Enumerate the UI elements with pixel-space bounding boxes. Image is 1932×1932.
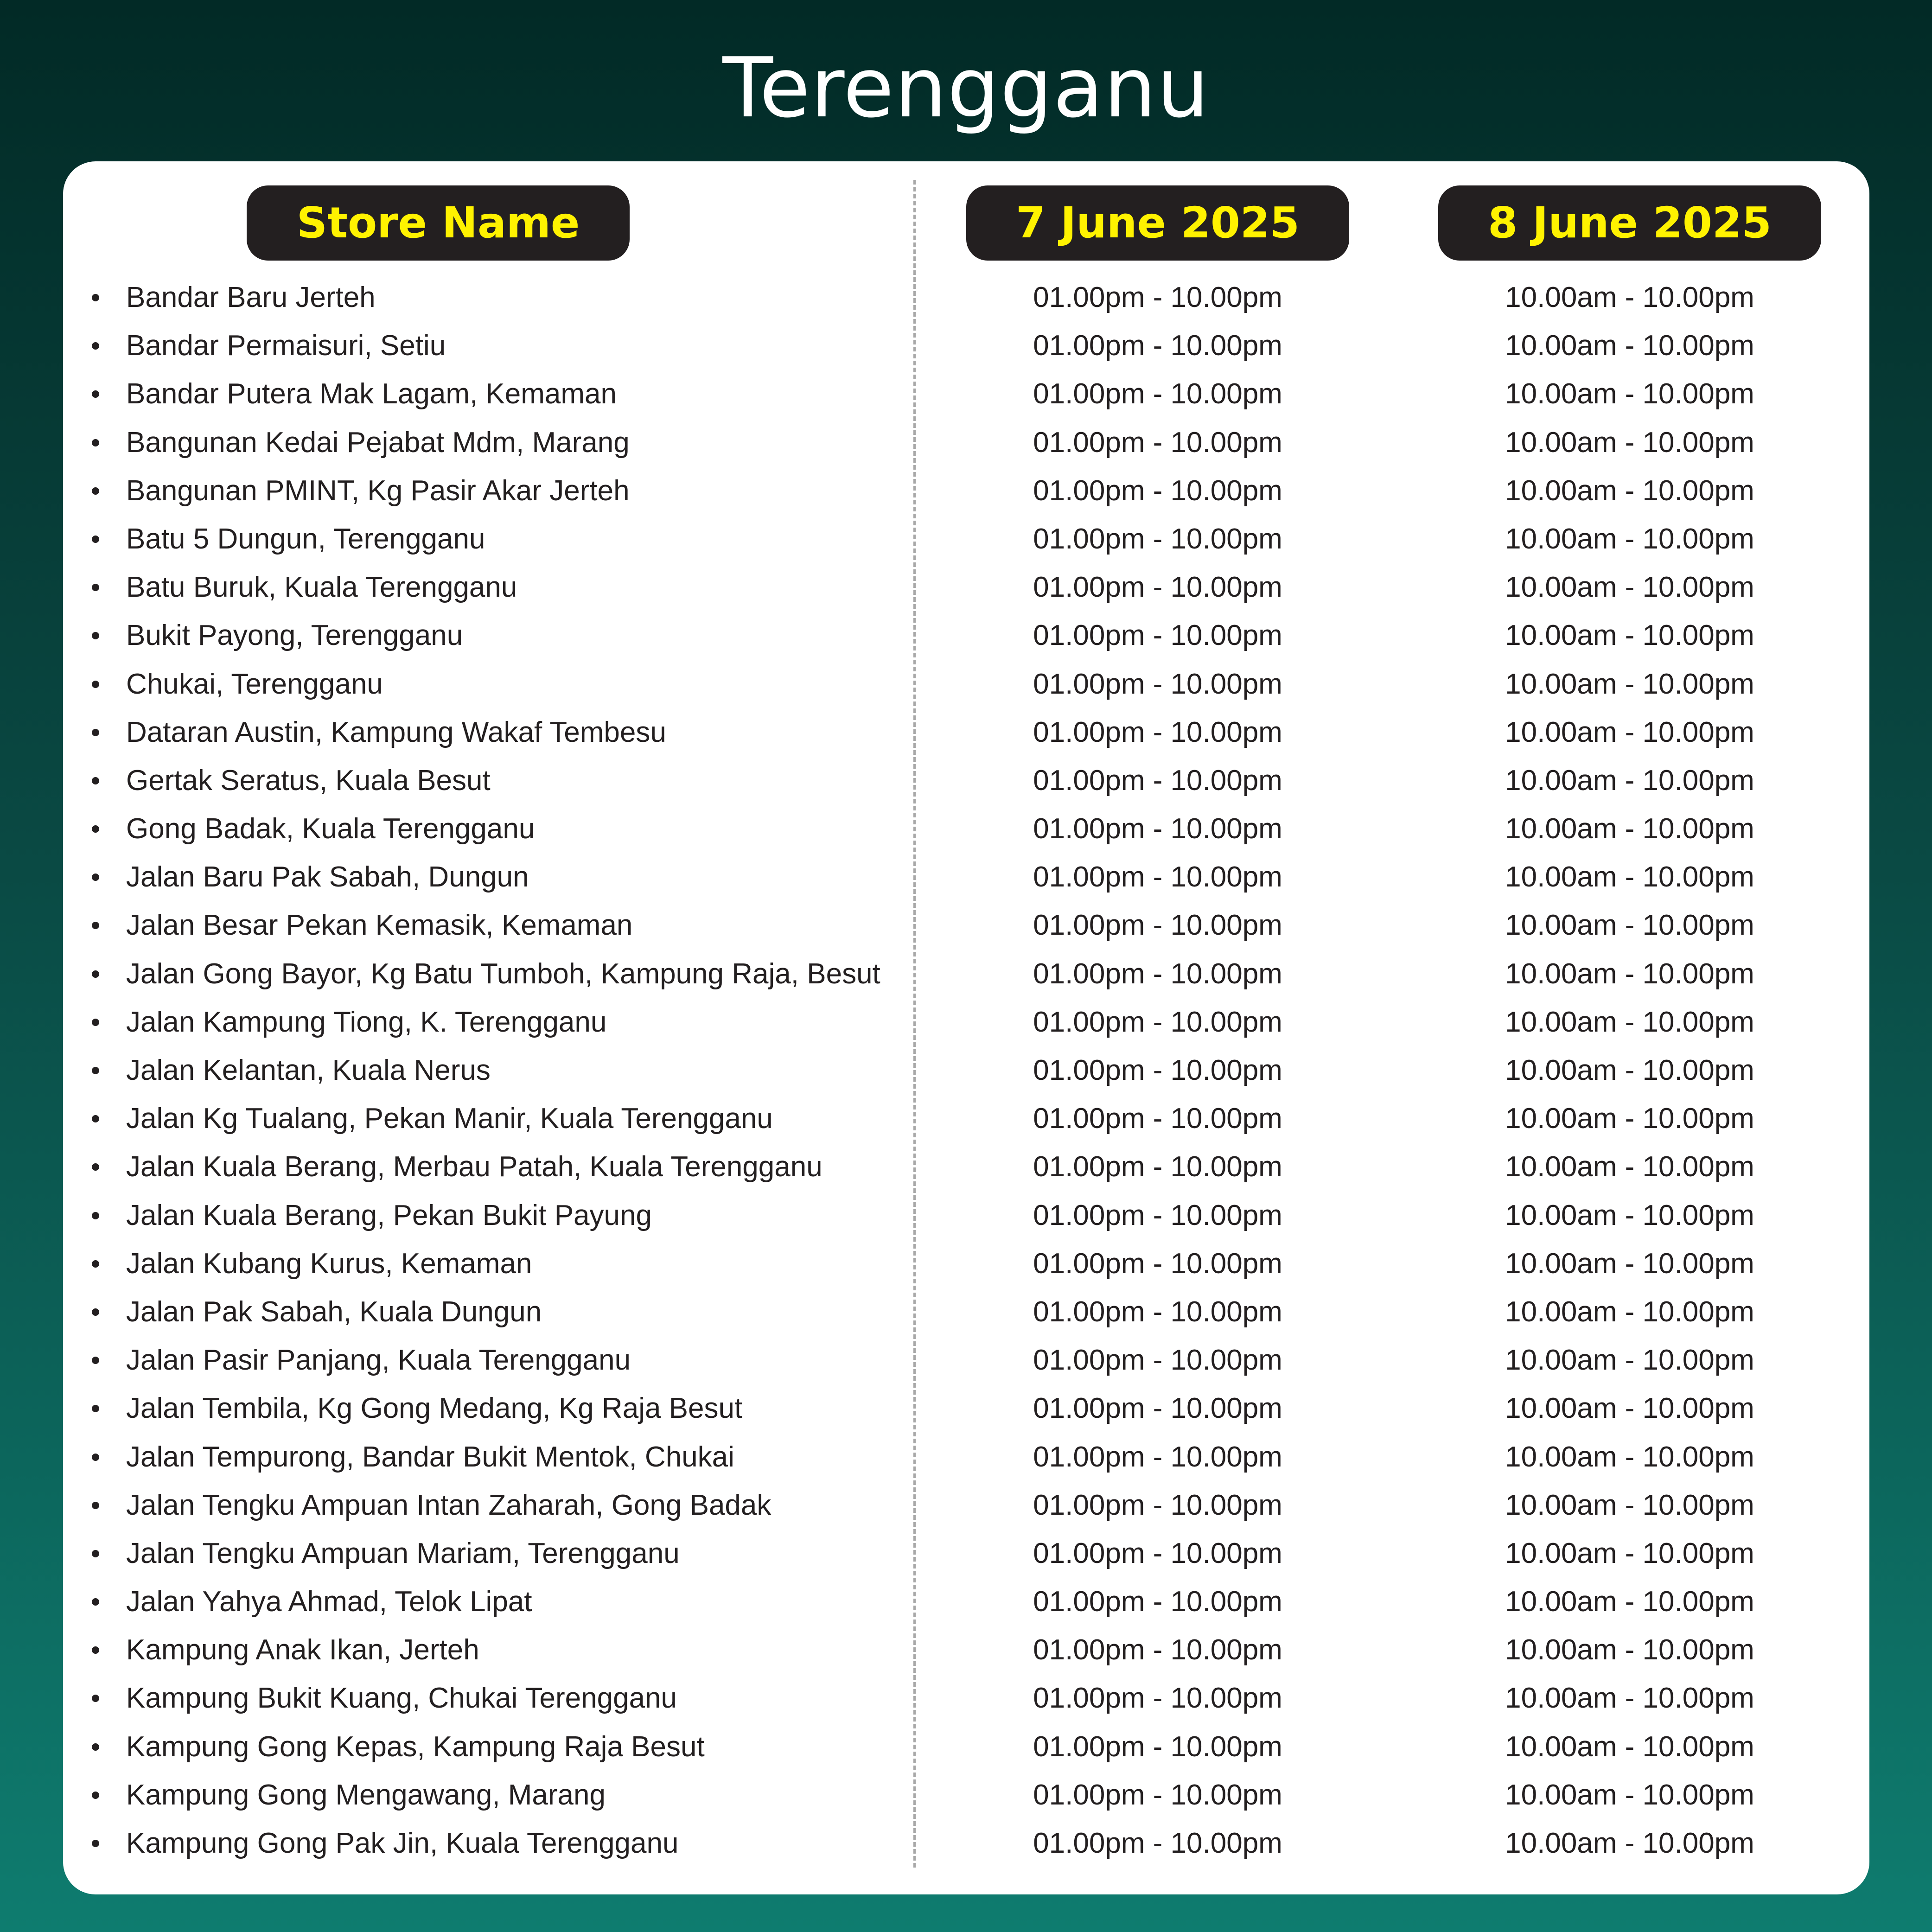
hours-day2: 10.00am - 10.00pm bbox=[1505, 1392, 1754, 1425]
table-row bbox=[63, 1095, 1869, 1143]
hours-day2: 10.00am - 10.00pm bbox=[1505, 571, 1754, 604]
bullet-icon bbox=[92, 584, 99, 591]
table-row bbox=[63, 805, 1869, 853]
hours-day1: 01.00pm - 10.00pm bbox=[1033, 764, 1282, 797]
hours-day2: 10.00am - 10.00pm bbox=[1505, 1199, 1754, 1231]
hours-day1: 01.00pm - 10.00pm bbox=[1033, 571, 1282, 604]
table-row bbox=[63, 1481, 1869, 1530]
hours-day2: 10.00am - 10.00pm bbox=[1505, 1295, 1754, 1328]
hours-day2: 10.00am - 10.00pm bbox=[1505, 1537, 1754, 1569]
table-row bbox=[63, 1046, 1869, 1095]
hours-day1: 01.00pm - 10.00pm bbox=[1033, 716, 1282, 748]
hours-day2: 10.00am - 10.00pm bbox=[1505, 861, 1754, 893]
bullet-icon bbox=[92, 342, 99, 350]
table-row bbox=[63, 950, 1869, 998]
bullet-icon bbox=[92, 922, 99, 929]
table-row bbox=[63, 757, 1869, 805]
table-row bbox=[63, 1819, 1869, 1868]
schedule-card bbox=[63, 161, 1869, 1894]
store-name: Jalan Tembila, Kg Gong Medang, Kg Raja Besut bbox=[126, 1392, 743, 1425]
hours-day2: 10.00am - 10.00pm bbox=[1505, 1441, 1754, 1473]
store-name: Bukit Payong, Terengganu bbox=[126, 619, 463, 652]
table-row bbox=[63, 708, 1869, 757]
store-name: Jalan Tengku Ampuan Mariam, Terengganu bbox=[126, 1537, 680, 1569]
store-name: Bangunan Kedai Pejabat Mdm, Marang bbox=[126, 426, 630, 459]
hours-day2: 10.00am - 10.00pm bbox=[1505, 378, 1754, 410]
table-row bbox=[63, 370, 1869, 418]
table-row bbox=[63, 1288, 1869, 1336]
bullet-icon bbox=[92, 439, 99, 446]
store-name: Jalan Pasir Panjang, Kuala Terengganu bbox=[126, 1344, 631, 1377]
table-row bbox=[63, 1240, 1869, 1288]
table-row bbox=[63, 901, 1869, 950]
hours-day1: 01.00pm - 10.00pm bbox=[1033, 1006, 1282, 1038]
hours-day1: 01.00pm - 10.00pm bbox=[1033, 668, 1282, 700]
table-row bbox=[63, 1626, 1869, 1674]
store-name: Bandar Putera Mak Lagam, Kemaman bbox=[126, 378, 617, 410]
store-name: Jalan Gong Bayor, Kg Batu Tumboh, Kampung Raja, Besut bbox=[126, 957, 880, 990]
hours-day1: 01.00pm - 10.00pm bbox=[1033, 1392, 1282, 1425]
bullet-icon bbox=[92, 390, 99, 398]
hours-day1: 01.00pm - 10.00pm bbox=[1033, 426, 1282, 459]
table-row bbox=[63, 1723, 1869, 1771]
store-name: Kampung Gong Kepas, Kampung Raja Besut bbox=[126, 1730, 705, 1763]
store-name: Gong Badak, Kuala Terengganu bbox=[126, 813, 535, 845]
table-row bbox=[63, 1530, 1869, 1578]
bullet-icon bbox=[92, 729, 99, 736]
bullet-icon bbox=[92, 874, 99, 881]
bullet-icon bbox=[92, 1019, 99, 1026]
store-name: Gertak Seratus, Kuala Besut bbox=[126, 764, 491, 797]
store-name: Chukai, Terengganu bbox=[126, 668, 383, 700]
hours-day2: 10.00am - 10.00pm bbox=[1505, 1827, 1754, 1859]
bullet-icon bbox=[92, 777, 99, 784]
store-name: Kampung Anak Ikan, Jerteh bbox=[126, 1634, 479, 1666]
store-name: Jalan Pak Sabah, Kuala Dungun bbox=[126, 1295, 542, 1328]
hours-day2: 10.00am - 10.00pm bbox=[1505, 619, 1754, 652]
hours-day2: 10.00am - 10.00pm bbox=[1505, 1006, 1754, 1038]
store-name: Kampung Gong Pak Jin, Kuala Terengganu bbox=[126, 1827, 679, 1859]
hours-day1: 01.00pm - 10.00pm bbox=[1033, 619, 1282, 652]
table-row bbox=[63, 274, 1869, 322]
table-row bbox=[63, 612, 1869, 660]
bullet-icon bbox=[92, 1792, 99, 1799]
store-name: Bandar Baru Jerteh bbox=[126, 281, 376, 313]
store-name: Kampung Gong Mengawang, Marang bbox=[126, 1779, 606, 1811]
bullet-icon bbox=[92, 1115, 99, 1122]
table-row bbox=[63, 322, 1869, 370]
hours-day1: 01.00pm - 10.00pm bbox=[1033, 1730, 1282, 1763]
hours-day1: 01.00pm - 10.00pm bbox=[1033, 523, 1282, 555]
hours-day1: 01.00pm - 10.00pm bbox=[1033, 1199, 1282, 1231]
page-title: Terengganu bbox=[722, 40, 1210, 136]
bullet-icon bbox=[92, 1695, 99, 1702]
hours-day1: 01.00pm - 10.00pm bbox=[1033, 378, 1282, 410]
table-row bbox=[63, 1336, 1869, 1384]
bullet-icon bbox=[92, 1550, 99, 1557]
table-row bbox=[63, 1771, 1869, 1819]
hours-day2: 10.00am - 10.00pm bbox=[1505, 1682, 1754, 1715]
hours-day1: 01.00pm - 10.00pm bbox=[1033, 1586, 1282, 1618]
table-row bbox=[63, 419, 1869, 467]
hours-day1: 01.00pm - 10.00pm bbox=[1033, 1489, 1282, 1521]
bullet-icon bbox=[92, 294, 99, 301]
hours-day2: 10.00am - 10.00pm bbox=[1505, 1103, 1754, 1135]
hours-day1: 01.00pm - 10.00pm bbox=[1033, 1103, 1282, 1135]
store-name: Jalan Tempurong, Bandar Bukit Mentok, Chukai bbox=[126, 1441, 734, 1473]
store-list bbox=[63, 274, 1869, 1868]
bullet-icon bbox=[92, 1502, 99, 1509]
bullet-icon bbox=[92, 1308, 99, 1316]
bullet-icon bbox=[92, 825, 99, 833]
bullet-icon bbox=[92, 1840, 99, 1847]
hours-day1: 01.00pm - 10.00pm bbox=[1033, 909, 1282, 942]
bullet-icon bbox=[92, 1357, 99, 1364]
table-row bbox=[63, 467, 1869, 515]
hours-day1: 01.00pm - 10.00pm bbox=[1033, 330, 1282, 362]
table-row bbox=[63, 998, 1869, 1046]
store-name: Kampung Bukit Kuang, Chukai Terengganu bbox=[126, 1682, 677, 1715]
bullet-icon bbox=[92, 1598, 99, 1606]
hours-day2: 10.00am - 10.00pm bbox=[1505, 1489, 1754, 1521]
hours-day2: 10.00am - 10.00pm bbox=[1505, 1151, 1754, 1183]
hours-day1: 01.00pm - 10.00pm bbox=[1033, 1827, 1282, 1859]
table-row bbox=[63, 660, 1869, 708]
hours-day2: 10.00am - 10.00pm bbox=[1505, 668, 1754, 700]
store-name: Jalan Tengku Ampuan Intan Zaharah, Gong Badak bbox=[126, 1489, 772, 1521]
header-day1: 7 June 2025 bbox=[966, 185, 1349, 261]
hours-day1: 01.00pm - 10.00pm bbox=[1033, 1682, 1282, 1715]
store-name: Dataran Austin, Kampung Wakaf Tembesu bbox=[126, 716, 666, 748]
bullet-icon bbox=[92, 1454, 99, 1461]
hours-day1: 01.00pm - 10.00pm bbox=[1033, 957, 1282, 990]
hours-day1: 01.00pm - 10.00pm bbox=[1033, 1634, 1282, 1666]
hours-day2: 10.00am - 10.00pm bbox=[1505, 1779, 1754, 1811]
store-name: Jalan Kampung Tiong, K. Terengganu bbox=[126, 1006, 607, 1038]
hours-day1: 01.00pm - 10.00pm bbox=[1033, 1779, 1282, 1811]
table-row bbox=[63, 515, 1869, 563]
hours-day2: 10.00am - 10.00pm bbox=[1505, 813, 1754, 845]
bullet-icon bbox=[92, 536, 99, 543]
bullet-icon bbox=[92, 681, 99, 688]
store-name: Bandar Permaisuri, Setiu bbox=[126, 330, 446, 362]
hours-day2: 10.00am - 10.00pm bbox=[1505, 909, 1754, 942]
table-row bbox=[63, 1384, 1869, 1433]
store-name: Jalan Kelantan, Kuala Nerus bbox=[126, 1054, 491, 1086]
hours-day1: 01.00pm - 10.00pm bbox=[1033, 281, 1282, 313]
hours-day1: 01.00pm - 10.00pm bbox=[1033, 1054, 1282, 1086]
bullet-icon bbox=[92, 1260, 99, 1268]
bullet-icon bbox=[92, 1163, 99, 1171]
store-name: Bangunan PMINT, Kg Pasir Akar Jerteh bbox=[126, 474, 630, 507]
store-name: Jalan Besar Pekan Kemasik, Kemaman bbox=[126, 909, 633, 942]
table-row bbox=[63, 1674, 1869, 1722]
store-name: Jalan Kuala Berang, Merbau Patah, Kuala Terengganu bbox=[126, 1151, 823, 1183]
bullet-icon bbox=[92, 632, 99, 639]
hours-day2: 10.00am - 10.00pm bbox=[1505, 1586, 1754, 1618]
hours-day2: 10.00am - 10.00pm bbox=[1505, 281, 1754, 313]
store-name: Jalan Yahya Ahmad, Telok Lipat bbox=[126, 1586, 532, 1618]
hours-day1: 01.00pm - 10.00pm bbox=[1033, 1344, 1282, 1377]
header-store-name: Store Name bbox=[247, 185, 630, 261]
bullet-icon bbox=[92, 1405, 99, 1412]
hours-day1: 01.00pm - 10.00pm bbox=[1033, 1441, 1282, 1473]
bullet-icon bbox=[92, 1743, 99, 1751]
table-row bbox=[63, 563, 1869, 612]
hours-day2: 10.00am - 10.00pm bbox=[1505, 474, 1754, 507]
hours-day2: 10.00am - 10.00pm bbox=[1505, 957, 1754, 990]
store-name: Jalan Kg Tualang, Pekan Manir, Kuala Terengganu bbox=[126, 1103, 773, 1135]
hours-day1: 01.00pm - 10.00pm bbox=[1033, 1151, 1282, 1183]
hours-day2: 10.00am - 10.00pm bbox=[1505, 764, 1754, 797]
table-row bbox=[63, 853, 1869, 901]
hours-day2: 10.00am - 10.00pm bbox=[1505, 716, 1754, 748]
hours-day1: 01.00pm - 10.00pm bbox=[1033, 1295, 1282, 1328]
bullet-icon bbox=[92, 970, 99, 978]
hours-day1: 01.00pm - 10.00pm bbox=[1033, 861, 1282, 893]
store-name: Jalan Kubang Kurus, Kemaman bbox=[126, 1247, 532, 1280]
hours-day2: 10.00am - 10.00pm bbox=[1505, 1344, 1754, 1377]
hours-day2: 10.00am - 10.00pm bbox=[1505, 1730, 1754, 1763]
header-day2: 8 June 2025 bbox=[1438, 185, 1821, 261]
table-row bbox=[63, 1143, 1869, 1191]
table-row bbox=[63, 1433, 1869, 1481]
hours-day1: 01.00pm - 10.00pm bbox=[1033, 474, 1282, 507]
hours-day2: 10.00am - 10.00pm bbox=[1505, 1054, 1754, 1086]
table-row bbox=[63, 1578, 1869, 1626]
bullet-icon bbox=[92, 1646, 99, 1654]
hours-day2: 10.00am - 10.00pm bbox=[1505, 426, 1754, 459]
store-name: Jalan Baru Pak Sabah, Dungun bbox=[126, 861, 529, 893]
store-name: Batu Buruk, Kuala Terengganu bbox=[126, 571, 517, 604]
hours-day1: 01.00pm - 10.00pm bbox=[1033, 813, 1282, 845]
hours-day2: 10.00am - 10.00pm bbox=[1505, 330, 1754, 362]
store-name: Jalan Kuala Berang, Pekan Bukit Payung bbox=[126, 1199, 652, 1231]
hours-day2: 10.00am - 10.00pm bbox=[1505, 523, 1754, 555]
hours-day1: 01.00pm - 10.00pm bbox=[1033, 1537, 1282, 1569]
store-name: Batu 5 Dungun, Terengganu bbox=[126, 523, 485, 555]
hours-day2: 10.00am - 10.00pm bbox=[1505, 1247, 1754, 1280]
table-row bbox=[63, 1192, 1869, 1240]
bullet-icon bbox=[92, 487, 99, 495]
hours-day2: 10.00am - 10.00pm bbox=[1505, 1634, 1754, 1666]
hours-day1: 01.00pm - 10.00pm bbox=[1033, 1247, 1282, 1280]
bullet-icon bbox=[92, 1212, 99, 1219]
bullet-icon bbox=[92, 1067, 99, 1074]
